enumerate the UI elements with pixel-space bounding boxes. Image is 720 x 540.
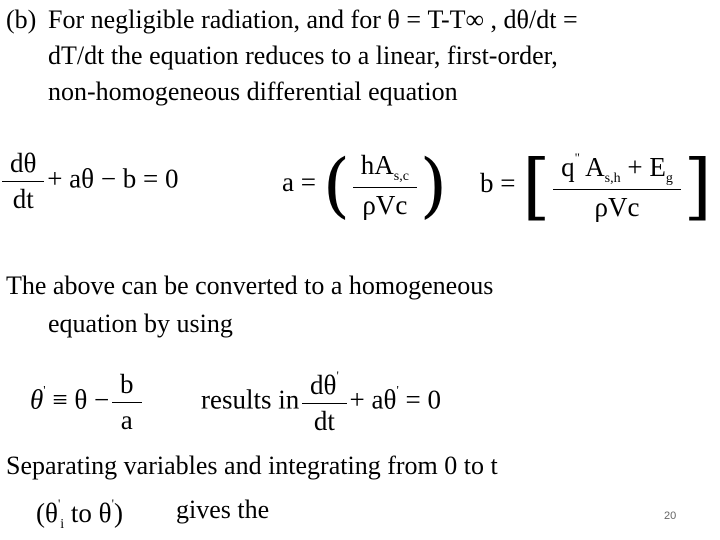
theta-prime-symbol: θ bbox=[30, 384, 44, 415]
a-numerator-main: hA bbox=[360, 149, 394, 180]
a-fraction bbox=[357, 150, 413, 221]
b-fraction bbox=[557, 150, 677, 223]
a-numerator bbox=[357, 150, 413, 187]
b-denominator: ρVc bbox=[553, 189, 681, 223]
area-subscript: s,h bbox=[604, 170, 621, 186]
limits-to: to θ bbox=[64, 498, 112, 528]
limit-subscript-i: i bbox=[60, 517, 65, 532]
part-b-line-1: For negligible radiation, and for θ = T-T∞ , dθ/dt = bbox=[48, 5, 578, 34]
homog-line-1: The above can be converted to a homogeneous bbox=[6, 271, 494, 300]
equiv-expression: ≡ θ − bbox=[52, 384, 110, 415]
prime-mark: ' bbox=[57, 496, 61, 511]
dtheta-prime-dt-fraction bbox=[306, 368, 343, 437]
equation-substitution bbox=[30, 368, 441, 437]
b-over-a-denominator: a bbox=[112, 402, 142, 436]
a-denominator: ρVc bbox=[353, 187, 417, 221]
equation-a-definition bbox=[282, 144, 447, 226]
area-symbol: A bbox=[585, 151, 605, 182]
q-symbol: q bbox=[561, 151, 575, 182]
dtheta-text: dθ bbox=[310, 370, 337, 400]
homog-line-2: equation by using bbox=[48, 309, 233, 338]
results-in-text: results in bbox=[201, 384, 300, 415]
right-bracket: ] bbox=[683, 144, 712, 228]
fraction-denominator: dt bbox=[2, 181, 44, 215]
q-double-prime: " bbox=[574, 149, 580, 165]
part-b-line-2: dT/dt the equation reduces to a linear, first-order, bbox=[48, 41, 558, 70]
dtheta-dt-fraction bbox=[6, 148, 40, 215]
fraction-numerator: dθ bbox=[10, 148, 37, 178]
left-bracket: [ bbox=[522, 144, 551, 228]
limits-close: ) bbox=[113, 498, 123, 528]
right-paren: ) bbox=[419, 144, 448, 226]
integration-limits bbox=[36, 496, 123, 533]
prime-mark: ' bbox=[111, 496, 114, 511]
gives-the-text: gives the bbox=[176, 495, 270, 524]
a-numerator-subscript: s,c bbox=[393, 168, 409, 184]
b-over-a-fraction bbox=[116, 369, 138, 436]
equation-rest: + aθ − b = 0 bbox=[47, 163, 179, 194]
equation-b-definition bbox=[480, 144, 712, 228]
a-lhs: a = bbox=[282, 167, 316, 198]
prime-mark: ' bbox=[336, 368, 339, 383]
separating-line: Separating variables and integrating from 0 to t bbox=[6, 451, 498, 480]
equation-ode bbox=[6, 148, 179, 215]
plus-e-symbol: + E bbox=[627, 151, 666, 182]
dtheta-prime-denominator: dt bbox=[302, 403, 347, 437]
prime-mark: ' bbox=[396, 382, 399, 398]
limits-open: (θ bbox=[36, 498, 58, 528]
part-b-line-3: non-homogeneous differential equation bbox=[48, 77, 458, 106]
b-lhs: b = bbox=[480, 168, 516, 199]
part-b-label: (b) bbox=[6, 5, 37, 34]
prime-mark: ' bbox=[43, 382, 46, 398]
a-theta-text: + aθ bbox=[349, 384, 397, 415]
e-subscript: g bbox=[665, 170, 673, 186]
left-paren: ( bbox=[322, 144, 351, 226]
page-number: 20 bbox=[664, 510, 677, 522]
equals-zero-text: = 0 bbox=[405, 384, 442, 415]
b-over-a-numerator: b bbox=[120, 369, 134, 399]
b-numerator bbox=[557, 150, 677, 189]
dtheta-prime-numerator bbox=[306, 368, 343, 403]
